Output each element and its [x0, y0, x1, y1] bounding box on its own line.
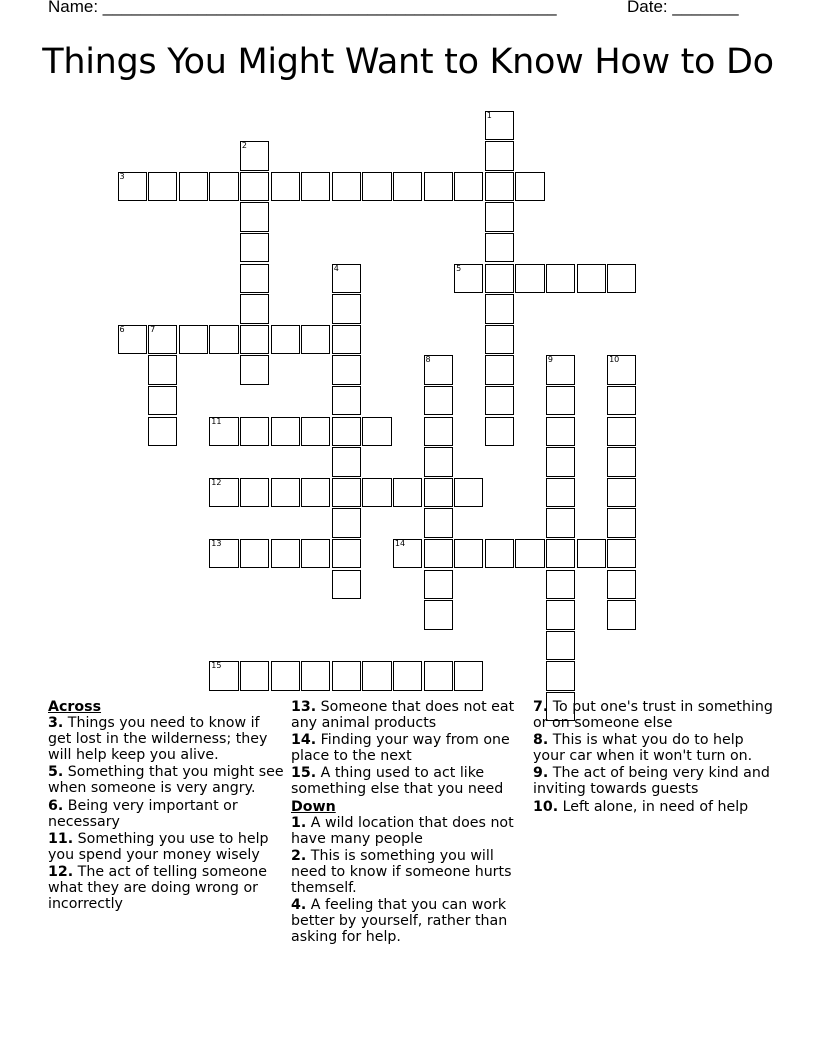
- crossword-cell[interactable]: [240, 233, 269, 263]
- crossword-cell[interactable]: [485, 417, 514, 447]
- crossword-cell[interactable]: [424, 661, 453, 691]
- crossword-cell[interactable]: [332, 447, 361, 477]
- crossword-cell[interactable]: [209, 417, 238, 447]
- crossword-cell[interactable]: [148, 355, 177, 385]
- crossword-cell[interactable]: [607, 570, 636, 600]
- crossword-cell[interactable]: [362, 661, 391, 691]
- crossword-cell[interactable]: [546, 478, 575, 508]
- cell-number: 6: [119, 324, 125, 334]
- page-title: Things You Might Want to Know How to Do: [42, 42, 774, 82]
- cell-number: 11: [211, 416, 222, 426]
- crossword-cell[interactable]: [332, 478, 361, 508]
- clue-across-15: 15. A thing used to act like something else that you need: [291, 765, 504, 798]
- crossword-cell[interactable]: [485, 233, 514, 263]
- crossword-cell[interactable]: [179, 325, 208, 355]
- crossword-cell[interactable]: [607, 478, 636, 508]
- crossword-cell[interactable]: [332, 661, 361, 691]
- crossword-cell[interactable]: [271, 478, 300, 508]
- crossword-cell[interactable]: [240, 325, 269, 355]
- crossword-cell[interactable]: [424, 355, 453, 385]
- name-field-label: Name: ________________________________________________: [48, 0, 557, 16]
- cell-number: 7: [150, 324, 156, 334]
- crossword-cell[interactable]: [485, 325, 514, 355]
- cell-number: 13: [211, 538, 222, 548]
- crossword-cell[interactable]: [424, 386, 453, 416]
- crossword-cell[interactable]: [271, 417, 300, 447]
- crossword-cell[interactable]: [607, 264, 636, 294]
- crossword-cell[interactable]: [362, 172, 391, 202]
- crossword-cell[interactable]: [179, 172, 208, 202]
- crossword-cell[interactable]: [240, 539, 269, 569]
- clue-across-6: 6. Being very important or necessary: [48, 797, 238, 830]
- crossword-cell[interactable]: [454, 661, 483, 691]
- crossword-cell[interactable]: [301, 539, 330, 569]
- crossword-cell[interactable]: [301, 478, 330, 508]
- clue-across-11: 11. Something you use to help you spend your money wisely: [48, 830, 269, 863]
- cell-number: 5: [456, 263, 462, 273]
- crossword-cell[interactable]: [332, 508, 361, 538]
- clue-down-7: 7. To put one's trust in something or on someone else: [533, 699, 773, 732]
- crossword-cell[interactable]: [271, 325, 300, 355]
- crossword-cell[interactable]: [424, 539, 453, 569]
- crossword-cell[interactable]: [546, 417, 575, 447]
- crossword-cell[interactable]: [209, 325, 238, 355]
- crossword-cell[interactable]: [424, 478, 453, 508]
- crossword-cell[interactable]: [332, 172, 361, 202]
- crossword-cell[interactable]: [332, 264, 361, 294]
- crossword-cell[interactable]: [362, 417, 391, 447]
- crossword-cell[interactable]: [485, 264, 514, 294]
- date-field-label: Date: _______: [627, 0, 739, 16]
- cell-number: 8: [425, 355, 431, 365]
- crossword-cell[interactable]: [607, 386, 636, 416]
- crossword-cell[interactable]: [332, 539, 361, 569]
- crossword-cell[interactable]: [546, 600, 575, 630]
- crossword-cell[interactable]: [332, 570, 361, 600]
- clue-across-5: 5. Something that you might see when someone is very angry.: [48, 764, 284, 797]
- crossword-cell[interactable]: [240, 661, 269, 691]
- crossword-cell[interactable]: [424, 600, 453, 630]
- clue-down-4: 4. A feeling that you can work better by yourself, rather than asking for help.: [291, 897, 508, 946]
- crossword-cell[interactable]: [485, 539, 514, 569]
- crossword-cell[interactable]: [362, 478, 391, 508]
- crossword-cell[interactable]: [209, 478, 238, 508]
- crossword-cell[interactable]: [209, 172, 238, 202]
- crossword-cell[interactable]: [332, 325, 361, 355]
- crossword-cell[interactable]: [240, 202, 269, 232]
- crossword-cell[interactable]: [240, 141, 269, 171]
- cell-number: 10: [609, 355, 620, 365]
- crossword-cell[interactable]: [148, 417, 177, 447]
- clue-column-3: [533, 699, 773, 816]
- crossword-cell[interactable]: [607, 417, 636, 447]
- crossword-cell[interactable]: [454, 172, 483, 202]
- cell-number: 1: [486, 110, 492, 120]
- crossword-cell[interactable]: [546, 508, 575, 538]
- crossword-cell[interactable]: [454, 539, 483, 569]
- clue-across-12: 12. The act of telling someone what they are doing wrong or incorrectly: [48, 863, 267, 913]
- crossword-cell[interactable]: [271, 539, 300, 569]
- crossword-cell[interactable]: [240, 172, 269, 202]
- crossword-cell[interactable]: [607, 447, 636, 477]
- crossword-cell[interactable]: [607, 508, 636, 538]
- crossword-cell[interactable]: [209, 539, 238, 569]
- crossword-cell[interactable]: [546, 386, 575, 416]
- crossword-cell[interactable]: [393, 539, 422, 569]
- crossword-cell[interactable]: [332, 294, 361, 324]
- crossword-cell[interactable]: [240, 294, 269, 324]
- crossword-cell[interactable]: [118, 172, 147, 202]
- clue-across-14: 14. Finding your way from one place to the next: [291, 732, 510, 765]
- clue-down-10: 10. Left alone, in need of help: [533, 798, 749, 815]
- cell-number: 2: [241, 141, 247, 151]
- clue-down-8: 8. This is what you do to help your car when it won't turn on.: [533, 732, 753, 765]
- cell-number: 15: [211, 661, 222, 671]
- crossword-cell[interactable]: [546, 447, 575, 477]
- crossword-cell[interactable]: [424, 508, 453, 538]
- crossword-cell[interactable]: [148, 172, 177, 202]
- crossword-cell[interactable]: [332, 417, 361, 447]
- crossword-cell[interactable]: [240, 478, 269, 508]
- clue-down-1: 1. A wild location that does not have many people: [291, 814, 514, 847]
- cell-number: 9: [547, 355, 553, 365]
- crossword-cell[interactable]: [118, 325, 147, 355]
- crossword-cell[interactable]: [393, 478, 422, 508]
- crossword-cell[interactable]: [607, 355, 636, 385]
- crossword-cell[interactable]: [393, 172, 422, 202]
- crossword-cell[interactable]: [485, 386, 514, 416]
- down-heading: Down: [291, 798, 336, 815]
- crossword-cell[interactable]: [485, 111, 514, 141]
- crossword-cell[interactable]: [301, 661, 330, 691]
- crossword-cell[interactable]: [301, 172, 330, 202]
- crossword-cell[interactable]: [546, 661, 575, 691]
- crossword-cell[interactable]: [332, 355, 361, 385]
- crossword-cell[interactable]: [485, 294, 514, 324]
- crossword-cell[interactable]: [148, 325, 177, 355]
- crossword-cell[interactable]: [515, 264, 544, 294]
- crossword-cell[interactable]: [424, 417, 453, 447]
- crossword-cell[interactable]: [515, 172, 544, 202]
- clue-column-1: [48, 699, 284, 913]
- crossword-cell[interactable]: [424, 447, 453, 477]
- crossword-cell[interactable]: [485, 141, 514, 171]
- crossword-cell[interactable]: [271, 172, 300, 202]
- clue-column-2: [291, 699, 527, 946]
- crossword-cell[interactable]: [546, 264, 575, 294]
- crossword-cell[interactable]: [301, 325, 330, 355]
- crossword-cell[interactable]: [607, 600, 636, 630]
- crossword-cell[interactable]: [546, 570, 575, 600]
- crossword-cell[interactable]: [393, 661, 422, 691]
- crossword-cell[interactable]: [332, 386, 361, 416]
- clue-across-13: 13. Someone that does not eat any animal products: [291, 699, 515, 732]
- crossword-cell[interactable]: [485, 172, 514, 202]
- crossword-cell[interactable]: [577, 539, 606, 569]
- crossword-cell[interactable]: [454, 478, 483, 508]
- crossword-cell[interactable]: [240, 355, 269, 385]
- crossword-cell[interactable]: [577, 264, 606, 294]
- cell-number: 3: [119, 171, 125, 181]
- crossword-cell[interactable]: [148, 386, 177, 416]
- crossword-cell[interactable]: [424, 172, 453, 202]
- crossword-cell[interactable]: [240, 417, 269, 447]
- clue-down-2: 2. This is something you will need to know if someone hurts themself.: [291, 847, 512, 897]
- crossword-cell[interactable]: [485, 355, 514, 385]
- across-heading: Across: [48, 699, 102, 715]
- crossword-cell[interactable]: [607, 539, 636, 569]
- crossword-cell[interactable]: [271, 661, 300, 691]
- crossword-cell[interactable]: [454, 264, 483, 294]
- crossword-cell[interactable]: [546, 631, 575, 661]
- cell-number: 4: [333, 263, 339, 273]
- crossword-cell[interactable]: [209, 661, 238, 691]
- crossword-cell[interactable]: [240, 264, 269, 294]
- cell-number: 12: [211, 477, 222, 487]
- crossword-cell[interactable]: [485, 202, 514, 232]
- clue-down-9: 9. The act of being very kind and inviting towards guests: [533, 765, 770, 798]
- cell-number: 14: [394, 538, 406, 548]
- crossword-cell[interactable]: [546, 355, 575, 385]
- clue-across-3: 3. Things you need to know if get lost in the wilderness; they will help keep you alive.: [48, 715, 268, 764]
- crossword-cell[interactable]: [515, 539, 544, 569]
- crossword-cell[interactable]: [301, 417, 330, 447]
- crossword-cell[interactable]: [546, 539, 575, 569]
- crossword-cell[interactable]: [424, 570, 453, 600]
